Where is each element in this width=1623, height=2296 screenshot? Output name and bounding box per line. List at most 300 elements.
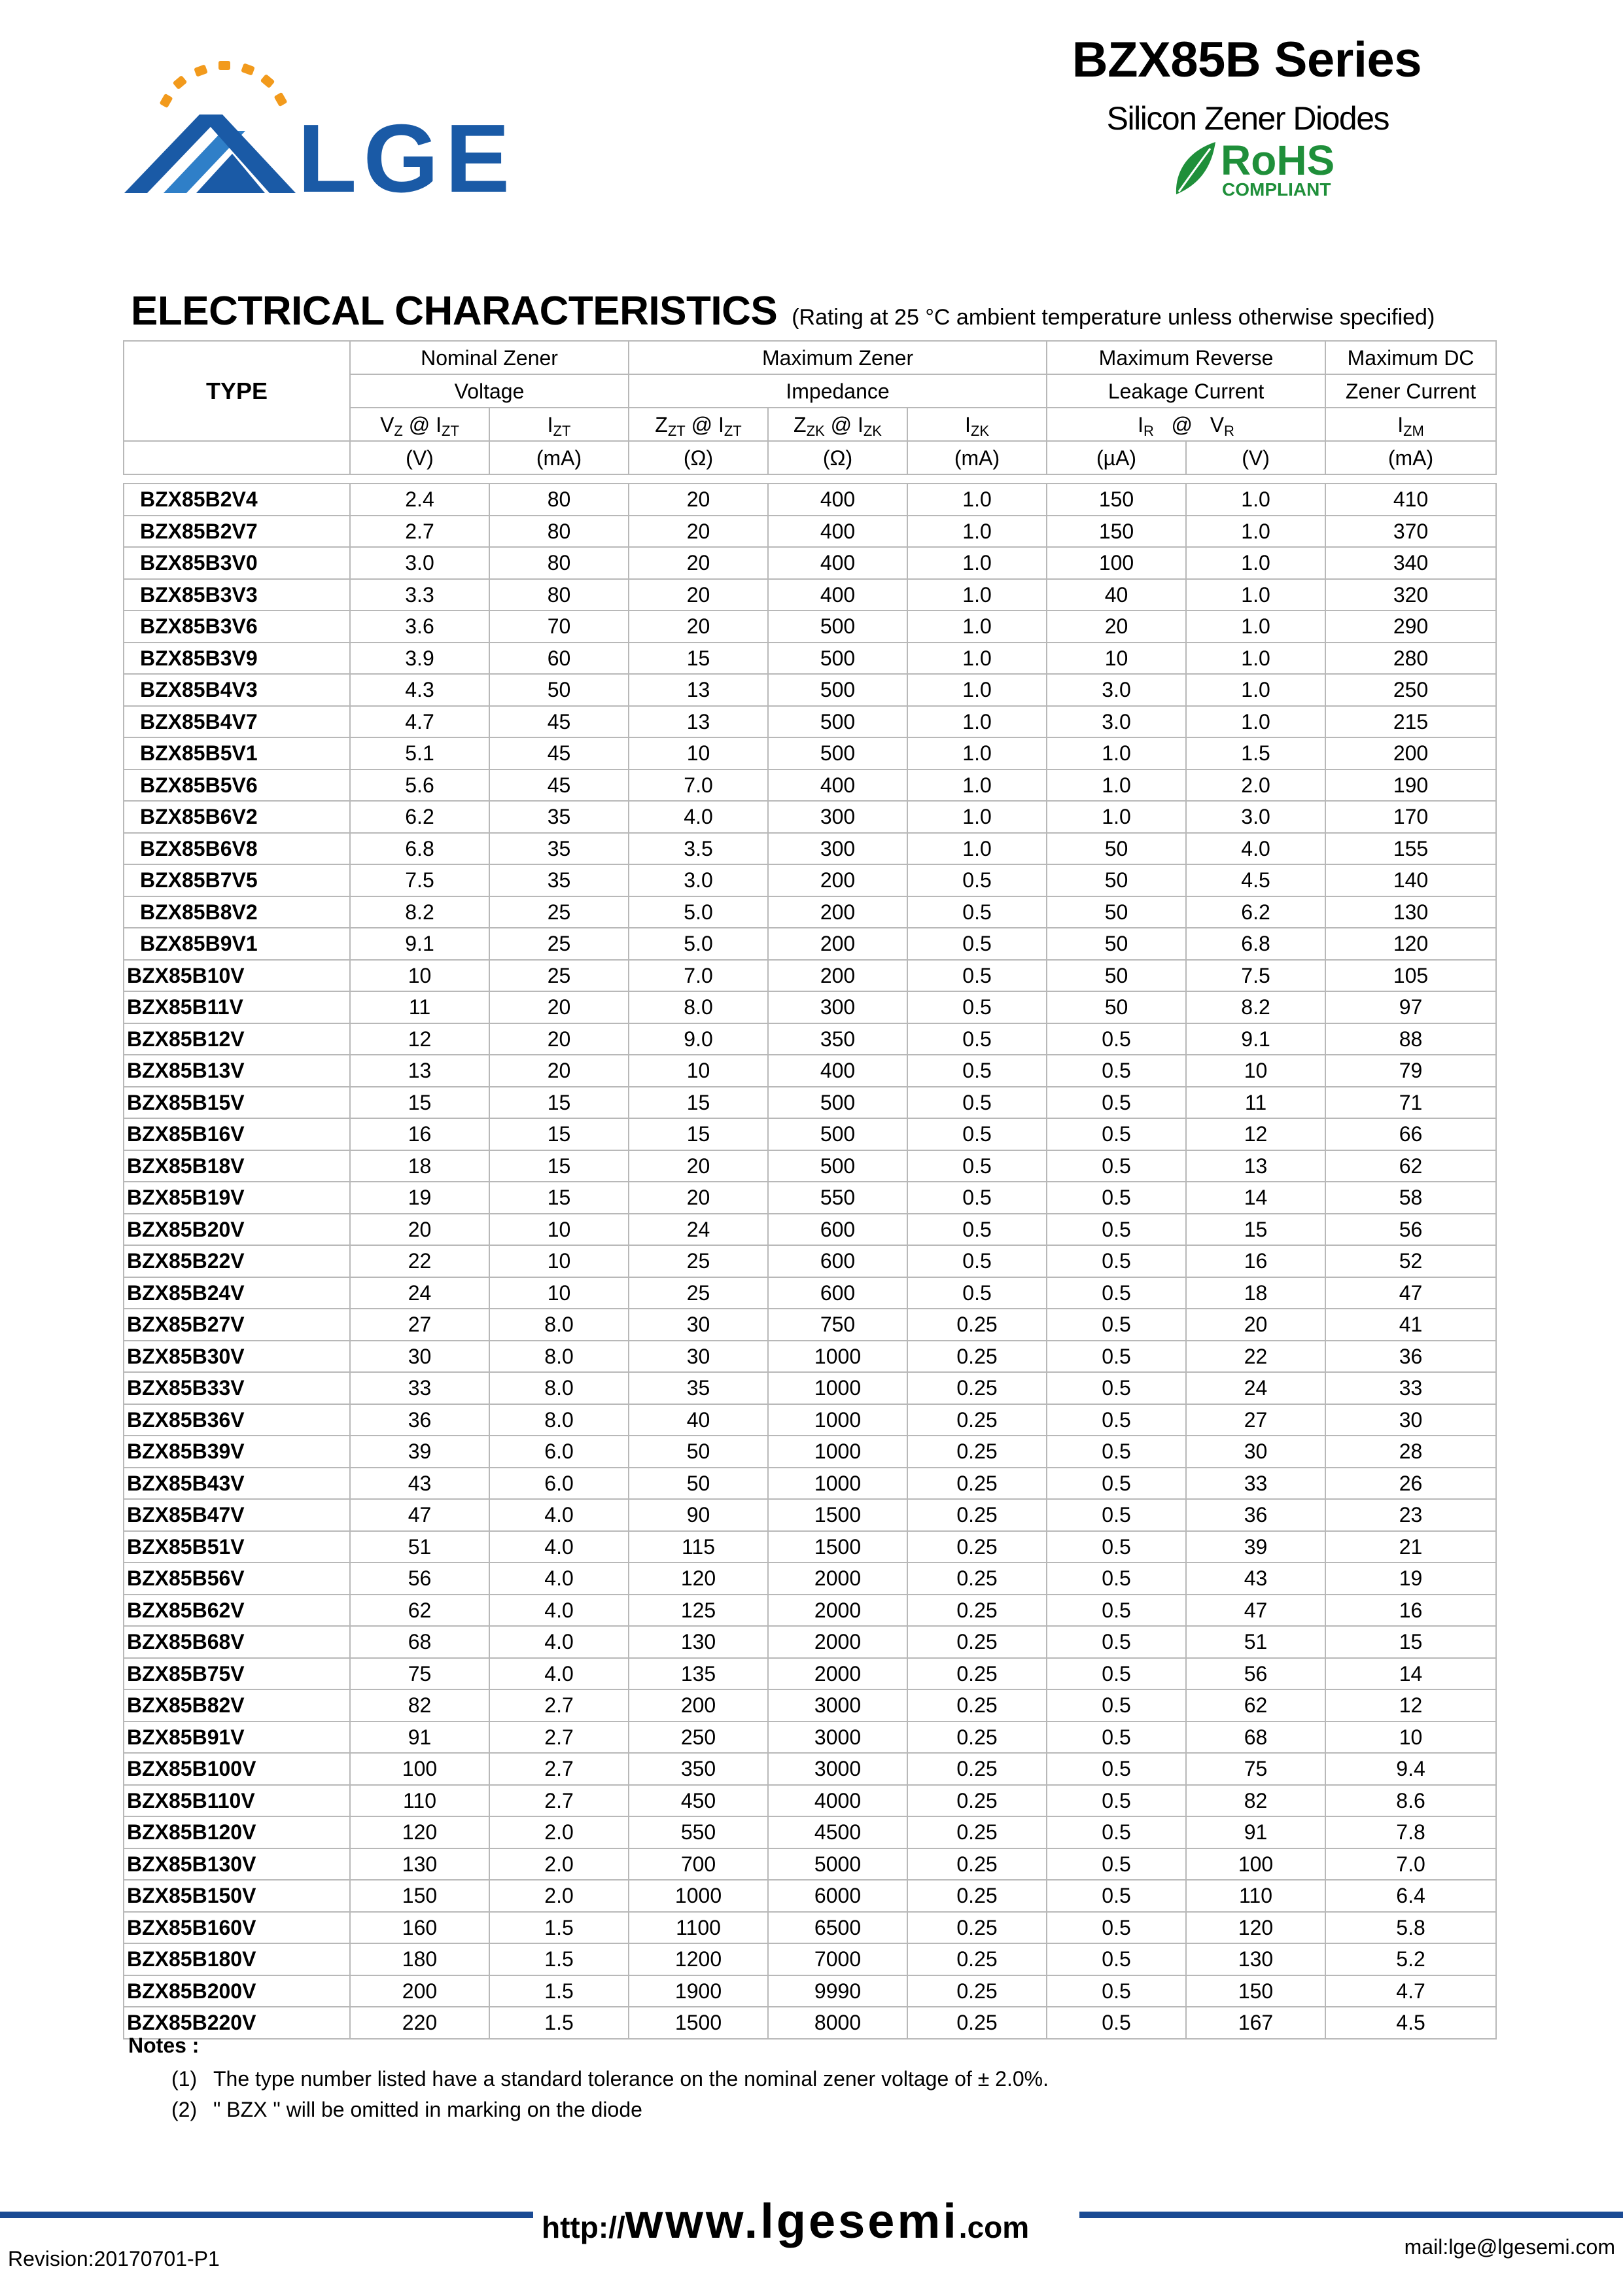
value-cell: 0.5	[1047, 1531, 1186, 1563]
value-cell: 120	[1325, 928, 1496, 960]
value-cell: 1.0	[1186, 579, 1325, 611]
type-cell: BZX85B91V	[124, 1722, 350, 1754]
value-cell: 1.0	[907, 801, 1047, 833]
value-cell: 0.5	[1047, 1309, 1186, 1341]
note-number: (1)	[171, 2067, 198, 2091]
value-cell: 0.5	[907, 928, 1047, 960]
value-cell: 0.5	[907, 896, 1047, 928]
value-cell: 16	[1325, 1595, 1496, 1627]
type-cell: BZX85B10V	[124, 960, 350, 992]
unit-cell: (V)	[1186, 441, 1325, 474]
value-cell: 22	[350, 1245, 489, 1277]
table-row	[124, 1626, 1496, 1658]
value-cell: 20	[629, 610, 768, 643]
table-row	[124, 928, 1496, 960]
value-cell: 2.0	[489, 1848, 629, 1881]
value-cell: 11	[1186, 1087, 1325, 1119]
value-cell: 6.2	[350, 801, 489, 833]
value-cell: 1.5	[489, 1975, 629, 2007]
table-row	[124, 1214, 1496, 1246]
value-cell: 100	[350, 1753, 489, 1785]
value-cell: 0.5	[907, 1214, 1047, 1246]
value-cell: 0.5	[1047, 1595, 1186, 1627]
value-cell: 39	[350, 1436, 489, 1468]
value-cell: 400	[768, 769, 907, 802]
type-cell: BZX85B5V1	[124, 737, 350, 769]
value-cell: 50	[1047, 896, 1186, 928]
value-cell: 2.0	[489, 1880, 629, 1912]
type-cell: BZX85B6V8	[124, 833, 350, 865]
value-cell: 0.5	[1047, 2007, 1186, 2039]
value-cell: 56	[350, 1563, 489, 1595]
value-cell: 140	[1325, 864, 1496, 896]
value-cell: 0.25	[907, 1943, 1047, 1975]
value-cell: 125	[629, 1595, 768, 1627]
value-cell: 12	[350, 1023, 489, 1055]
value-cell: 80	[489, 579, 629, 611]
value-cell: 400	[768, 579, 907, 611]
table-row	[124, 896, 1496, 928]
value-cell: 4.0	[1186, 833, 1325, 865]
value-cell: 0.5	[1047, 1722, 1186, 1754]
value-cell: 1900	[629, 1975, 768, 2007]
type-cell: BZX85B39V	[124, 1436, 350, 1468]
website-url[interactable]: http://www.lgesemi.com	[542, 2194, 1030, 2248]
type-cell: BZX85B3V9	[124, 643, 350, 675]
value-cell: 2000	[768, 1658, 907, 1690]
value-cell: 33	[1186, 1468, 1325, 1500]
value-cell: 500	[768, 1087, 907, 1119]
value-cell: 6.2	[1186, 896, 1325, 928]
type-cell: BZX85B43V	[124, 1468, 350, 1500]
value-cell: 150	[350, 1880, 489, 1912]
value-cell: 5.2	[1325, 1943, 1496, 1975]
value-cell: 33	[350, 1372, 489, 1404]
value-cell: 1.0	[1047, 737, 1186, 769]
value-cell: 25	[629, 1277, 768, 1309]
value-cell: 6.0	[489, 1468, 629, 1500]
value-cell: 7.0	[1325, 1848, 1496, 1881]
value-cell: 43	[350, 1468, 489, 1500]
value-cell: 12	[1325, 1689, 1496, 1722]
value-cell: 0.5	[1047, 1499, 1186, 1531]
value-cell: 0.25	[907, 1404, 1047, 1436]
value-cell: 25	[489, 960, 629, 992]
value-cell: 1.0	[907, 769, 1047, 802]
mountain-mark-icon	[124, 115, 296, 193]
value-cell: 8.0	[489, 1372, 629, 1404]
value-cell: 200	[350, 1975, 489, 2007]
type-cell: BZX85B68V	[124, 1626, 350, 1658]
value-cell: 115	[629, 1531, 768, 1563]
value-cell: 150	[1047, 484, 1186, 516]
value-cell: 79	[1325, 1055, 1496, 1087]
table-row	[124, 1499, 1496, 1531]
z-group-line2: Impedance	[629, 374, 1047, 408]
value-cell: 25	[629, 1245, 768, 1277]
value-cell: 0.25	[907, 1341, 1047, 1373]
table-gap-row	[124, 474, 1496, 484]
type-cell: BZX85B6V2	[124, 801, 350, 833]
value-cell: 80	[489, 547, 629, 579]
value-cell: 1.0	[907, 674, 1047, 706]
unit-cell: (µA)	[1047, 441, 1186, 474]
unit-cell: (mA)	[1325, 441, 1496, 474]
value-cell: 15	[1186, 1214, 1325, 1246]
value-cell: 66	[1325, 1118, 1496, 1150]
table-row	[124, 484, 1496, 516]
value-cell: 0.5	[907, 1182, 1047, 1214]
value-cell: 100	[1186, 1848, 1325, 1881]
param-izk: $I_{ZK}$	[907, 408, 1047, 441]
type-cell: BZX85B200V	[124, 1975, 350, 2007]
value-cell: 1.0	[907, 484, 1047, 516]
value-cell: 30	[629, 1341, 768, 1373]
table-row	[124, 610, 1496, 643]
type-cell: BZX85B11V	[124, 991, 350, 1023]
value-cell: 22	[1186, 1341, 1325, 1373]
value-cell: 10	[629, 737, 768, 769]
value-cell: 0.25	[907, 1785, 1047, 1817]
value-cell: 4.7	[1325, 1975, 1496, 2007]
value-cell: 0.25	[907, 1468, 1047, 1500]
value-cell: 7.5	[350, 864, 489, 896]
table-row	[124, 1658, 1496, 1690]
value-cell: 3.0	[1047, 674, 1186, 706]
value-cell: 1100	[629, 1912, 768, 1944]
value-cell: 450	[629, 1785, 768, 1817]
value-cell: 40	[1047, 579, 1186, 611]
type-cell: BZX85B5V6	[124, 769, 350, 802]
value-cell: 1000	[768, 1468, 907, 1500]
table-row	[124, 864, 1496, 896]
value-cell: 30	[1186, 1436, 1325, 1468]
value-cell: 0.5	[1047, 1943, 1186, 1975]
series-title: BZX85B Series	[1072, 32, 1422, 88]
value-cell: 91	[1186, 1816, 1325, 1848]
value-cell: 200	[629, 1689, 768, 1722]
table-row	[124, 1087, 1496, 1119]
value-cell: 10	[1186, 1055, 1325, 1087]
table-row	[124, 1975, 1496, 2007]
value-cell: 23	[1325, 1499, 1496, 1531]
value-cell: 1.0	[1186, 706, 1325, 738]
lge-logo	[124, 56, 530, 200]
value-cell: 1.0	[907, 516, 1047, 548]
type-cell: BZX85B12V	[124, 1023, 350, 1055]
value-cell: 21	[1325, 1531, 1496, 1563]
value-cell: 18	[350, 1150, 489, 1182]
type-cell: BZX85B62V	[124, 1595, 350, 1627]
value-cell: 0.5	[1047, 1468, 1186, 1500]
value-cell: 0.25	[907, 1848, 1047, 1881]
value-cell: 14	[1325, 1658, 1496, 1690]
type-header: TYPE	[124, 341, 350, 441]
value-cell: 215	[1325, 706, 1496, 738]
contact-email[interactable]: mail:lge@lgesemi.com	[1404, 2235, 1615, 2259]
value-cell: 2.7	[489, 1722, 629, 1754]
value-cell: 45	[489, 706, 629, 738]
value-cell: 9990	[768, 1975, 907, 2007]
value-cell: 24	[1186, 1372, 1325, 1404]
note-item	[171, 2098, 1049, 2122]
table-row	[124, 960, 1496, 992]
value-cell: 15	[489, 1150, 629, 1182]
notes	[128, 2034, 1049, 2128]
value-cell: 320	[1325, 579, 1496, 611]
value-cell: 4.3	[350, 674, 489, 706]
value-cell: 0.5	[1047, 1087, 1186, 1119]
value-cell: 2.7	[350, 516, 489, 548]
type-cell: BZX85B51V	[124, 1531, 350, 1563]
value-cell: 25	[489, 896, 629, 928]
value-cell: 110	[1186, 1880, 1325, 1912]
value-cell: 370	[1325, 516, 1496, 548]
value-cell: 56	[1325, 1214, 1496, 1246]
type-cell: BZX85B110V	[124, 1785, 350, 1817]
table-row	[124, 1689, 1496, 1722]
value-cell: 1.5	[489, 1943, 629, 1975]
value-cell: 4.0	[489, 1499, 629, 1531]
value-cell: 19	[1325, 1563, 1496, 1595]
rohs-graphic	[1170, 134, 1346, 200]
section-heading	[131, 288, 1435, 334]
param-izt: $I_{ZT}$	[489, 408, 629, 441]
value-cell: 750	[768, 1309, 907, 1341]
type-cell: BZX85B20V	[124, 1214, 350, 1246]
value-cell: 0.5	[1047, 1848, 1186, 1881]
value-cell: 300	[768, 991, 907, 1023]
value-cell: 50	[489, 674, 629, 706]
table-row	[124, 1023, 1496, 1055]
table-row	[124, 833, 1496, 865]
value-cell: 4.0	[489, 1626, 629, 1658]
value-cell: 200	[768, 960, 907, 992]
param-zzt: $Z_{ZT}$ @ $I_{ZT}$	[629, 408, 768, 441]
value-cell: 1.0	[1047, 769, 1186, 802]
logo-text: LGE	[298, 105, 517, 200]
table-row	[124, 1848, 1496, 1881]
value-cell: 13	[629, 706, 768, 738]
type-cell: BZX85B36V	[124, 1404, 350, 1436]
value-cell: 1.0	[907, 610, 1047, 643]
table-body	[124, 474, 1496, 2039]
param-izm: $I_{ZM}$	[1325, 408, 1496, 441]
value-cell: 12	[1186, 1118, 1325, 1150]
value-cell: 1.0	[907, 833, 1047, 865]
value-cell: 550	[768, 1182, 907, 1214]
table-row	[124, 1816, 1496, 1848]
value-cell: 50	[1047, 960, 1186, 992]
value-cell: 80	[489, 516, 629, 548]
value-cell: 180	[350, 1943, 489, 1975]
value-cell: 1000	[768, 1372, 907, 1404]
type-cell: BZX85B13V	[124, 1055, 350, 1087]
unit-cell: (V)	[350, 441, 489, 474]
type-cell: BZX85B16V	[124, 1118, 350, 1150]
value-cell: 20	[489, 1023, 629, 1055]
type-cell: BZX85B8V2	[124, 896, 350, 928]
value-cell: 2.0	[1186, 769, 1325, 802]
value-cell: 8.0	[489, 1309, 629, 1341]
value-cell: 0.5	[1047, 1880, 1186, 1912]
value-cell: 3.0	[350, 547, 489, 579]
value-cell: 3000	[768, 1689, 907, 1722]
value-cell: 0.25	[907, 1880, 1047, 1912]
table-row	[124, 1722, 1496, 1754]
table-row	[124, 579, 1496, 611]
value-cell: 105	[1325, 960, 1496, 992]
value-cell: 200	[1325, 737, 1496, 769]
value-cell: 220	[350, 2007, 489, 2039]
value-cell: 7000	[768, 1943, 907, 1975]
value-cell: 36	[1186, 1499, 1325, 1531]
value-cell: 4000	[768, 1785, 907, 1817]
value-cell: 50	[629, 1468, 768, 1500]
vz-group-line1: Nominal Zener	[350, 341, 629, 374]
value-cell: 82	[1186, 1785, 1325, 1817]
value-cell: 3.5	[629, 833, 768, 865]
value-cell: 0.5	[1047, 1372, 1186, 1404]
value-cell: 1.5	[489, 1912, 629, 1944]
footer-bar-right	[1079, 2212, 1623, 2218]
value-cell: 550	[629, 1816, 768, 1848]
value-cell: 0.5	[1047, 1689, 1186, 1722]
value-cell: 50	[1047, 928, 1186, 960]
value-cell: 1.0	[1186, 484, 1325, 516]
value-cell: 35	[489, 833, 629, 865]
value-cell: 15	[629, 643, 768, 675]
value-cell: 0.5	[1047, 1626, 1186, 1658]
value-cell: 9.0	[629, 1023, 768, 1055]
table-row	[124, 674, 1496, 706]
value-cell: 0.25	[907, 1563, 1047, 1595]
value-cell: 24	[350, 1277, 489, 1309]
type-cell: BZX85B100V	[124, 1753, 350, 1785]
value-cell: 0.25	[907, 1531, 1047, 1563]
value-cell: 500	[768, 674, 907, 706]
value-cell: 110	[350, 1785, 489, 1817]
value-cell: 1.5	[1186, 737, 1325, 769]
value-cell: 1.0	[907, 579, 1047, 611]
value-cell: 170	[1325, 801, 1496, 833]
value-cell: 0.5	[1047, 1277, 1186, 1309]
value-cell: 20	[1186, 1309, 1325, 1341]
param-vz: $V_Z$ @ $I_{ZT}$	[350, 408, 489, 441]
value-cell: 1.0	[1186, 674, 1325, 706]
value-cell: 2.7	[489, 1785, 629, 1817]
value-cell: 50	[1047, 864, 1186, 896]
value-cell: 71	[1325, 1087, 1496, 1119]
value-cell: 4.5	[1186, 864, 1325, 896]
value-cell: 3000	[768, 1722, 907, 1754]
type-cell: BZX85B22V	[124, 1245, 350, 1277]
value-cell: 120	[1186, 1912, 1325, 1944]
type-cell: BZX85B19V	[124, 1182, 350, 1214]
value-cell: 82	[350, 1689, 489, 1722]
note-text: The type number listed have a standard tolerance on the nominal zener voltage of ± 2.0%.	[213, 2067, 1049, 2091]
value-cell: 1.0	[1186, 643, 1325, 675]
value-cell: 0.25	[907, 1309, 1047, 1341]
value-cell: 9.4	[1325, 1753, 1496, 1785]
value-cell: 15	[350, 1087, 489, 1119]
value-cell: 6500	[768, 1912, 907, 1944]
value-cell: 30	[629, 1309, 768, 1341]
value-cell: 20	[1047, 610, 1186, 643]
value-cell: 19	[350, 1182, 489, 1214]
value-cell: 50	[629, 1436, 768, 1468]
unit-type-blank	[124, 441, 350, 474]
value-cell: 0.5	[1047, 1753, 1186, 1785]
value-cell: 2.7	[489, 1689, 629, 1722]
value-cell: 0.25	[907, 1372, 1047, 1404]
type-cell: BZX85B2V7	[124, 516, 350, 548]
value-cell: 62	[1325, 1150, 1496, 1182]
value-cell: 4.5	[1325, 2007, 1496, 2039]
type-cell: BZX85B9V1	[124, 928, 350, 960]
value-cell: 41	[1325, 1309, 1496, 1341]
value-cell: 3.0	[1186, 801, 1325, 833]
value-cell: 27	[1186, 1404, 1325, 1436]
value-cell: 100	[1047, 547, 1186, 579]
value-cell: 1000	[629, 1880, 768, 1912]
value-cell: 1.0	[1186, 547, 1325, 579]
value-cell: 10	[1325, 1722, 1496, 1754]
value-cell: 24	[629, 1214, 768, 1246]
value-cell: 5000	[768, 1848, 907, 1881]
value-cell: 68	[1186, 1722, 1325, 1754]
value-cell: 600	[768, 1214, 907, 1246]
value-cell: 500	[768, 643, 907, 675]
table-row	[124, 1055, 1496, 1087]
value-cell: 47	[1186, 1595, 1325, 1627]
value-cell: 97	[1325, 991, 1496, 1023]
value-cell: 30	[350, 1341, 489, 1373]
value-cell: 0.5	[1047, 1436, 1186, 1468]
unit-cell: (Ω)	[629, 441, 768, 474]
value-cell: 20	[629, 579, 768, 611]
value-cell: 6.4	[1325, 1880, 1496, 1912]
table-row	[124, 1404, 1496, 1436]
value-cell: 26	[1325, 1468, 1496, 1500]
value-cell: 45	[489, 737, 629, 769]
value-cell: 2.7	[489, 1753, 629, 1785]
table-row	[124, 769, 1496, 802]
value-cell: 13	[350, 1055, 489, 1087]
value-cell: 0.25	[907, 1816, 1047, 1848]
value-cell: 0.25	[907, 1722, 1047, 1754]
value-cell: 28	[1325, 1436, 1496, 1468]
value-cell: 0.5	[907, 1087, 1047, 1119]
value-cell: 3.0	[629, 864, 768, 896]
value-cell: 0.5	[1047, 1023, 1186, 1055]
value-cell: 47	[1325, 1277, 1496, 1309]
value-cell: 0.5	[907, 1245, 1047, 1277]
value-cell: 15	[489, 1182, 629, 1214]
value-cell: 13	[1186, 1150, 1325, 1182]
type-cell: BZX85B220V	[124, 2007, 350, 2039]
value-cell: 0.5	[1047, 1404, 1186, 1436]
table-row	[124, 547, 1496, 579]
type-cell: BZX85B2V4	[124, 484, 350, 516]
value-cell: 0.5	[1047, 1816, 1186, 1848]
value-cell: 150	[1186, 1975, 1325, 2007]
value-cell: 5.0	[629, 896, 768, 928]
value-cell: 0.25	[907, 1912, 1047, 1944]
value-cell: 300	[768, 833, 907, 865]
value-cell: 160	[350, 1912, 489, 1944]
value-cell: 2.4	[350, 484, 489, 516]
